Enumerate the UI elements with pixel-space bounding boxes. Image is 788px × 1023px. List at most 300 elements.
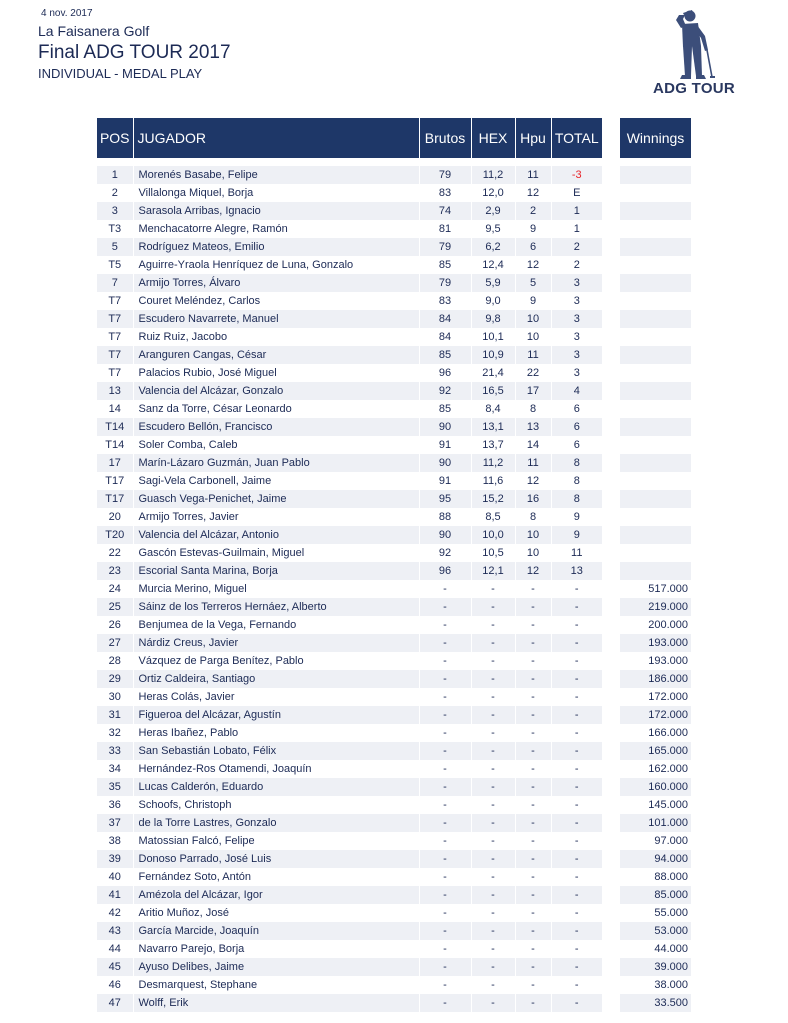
total-cell: -	[551, 832, 602, 850]
venue-name: La Faisanera Golf	[38, 23, 150, 39]
winnings-row	[620, 436, 691, 454]
total-cell: 8	[551, 472, 602, 490]
col-hex-header: HEX	[471, 118, 515, 158]
hpu-cell: 11	[515, 346, 551, 364]
gross-score-cell: 92	[419, 382, 471, 400]
total-cell: 3	[551, 274, 602, 292]
hex-cell: -	[471, 616, 515, 634]
gross-score-cell: 88	[419, 508, 471, 526]
table-row	[97, 202, 602, 220]
gross-score-cell: -	[419, 580, 471, 598]
total-cell: 8	[551, 454, 602, 472]
table-row	[97, 886, 602, 904]
pos-cell: T14	[97, 436, 133, 454]
player-name-cell: Benjumea de la Vega, Fernando	[133, 616, 419, 634]
hpu-cell: 11	[515, 166, 551, 184]
hpu-cell: 16	[515, 490, 551, 508]
total-cell: 6	[551, 436, 602, 454]
hex-cell: 9,8	[471, 310, 515, 328]
total-cell: -	[551, 688, 602, 706]
pos-cell: 3	[97, 202, 133, 220]
gross-score-cell: -	[419, 688, 471, 706]
player-name-cell: Donoso Parrado, José Luis	[133, 850, 419, 868]
player-name-cell: Heras Colás, Javier	[133, 688, 419, 706]
hpu-cell: 12	[515, 562, 551, 580]
winnings-row	[620, 418, 691, 436]
report-date: 4 nov. 2017	[41, 8, 93, 19]
total-cell: 3	[551, 328, 602, 346]
gross-score-cell: 79	[419, 166, 471, 184]
winnings-row	[620, 184, 691, 202]
adg-tour-logo	[652, 6, 736, 102]
col-total-header: TOTAL	[551, 118, 602, 158]
table-row	[97, 580, 602, 598]
player-name-cell: Escudero Bellón, Francisco	[133, 418, 419, 436]
winnings-row	[620, 994, 691, 1012]
logo-text: ADG TOUR	[652, 80, 736, 97]
table-row	[97, 670, 602, 688]
page-subtitle: INDIVIDUAL - MEDAL PLAY	[38, 66, 203, 81]
hpu-cell: 12	[515, 472, 551, 490]
winnings-row	[620, 904, 691, 922]
hpu-cell: -	[515, 976, 551, 994]
table-row	[97, 328, 602, 346]
player-name-cell: Desmarquest, Stephane	[133, 976, 419, 994]
winnings-cell: 172.000	[620, 688, 691, 706]
hpu-cell: 6	[515, 238, 551, 256]
table-row	[97, 868, 602, 886]
winnings-row	[620, 760, 691, 778]
gross-score-cell: -	[419, 652, 471, 670]
gross-score-cell: -	[419, 904, 471, 922]
total-cell: 2	[551, 238, 602, 256]
hex-cell: -	[471, 904, 515, 922]
hex-cell: -	[471, 868, 515, 886]
hex-cell: -	[471, 994, 515, 1012]
winnings-row	[620, 976, 691, 994]
total-cell: E	[551, 184, 602, 202]
hex-cell: 12,1	[471, 562, 515, 580]
winnings-row	[620, 256, 691, 274]
table-row	[97, 508, 602, 526]
col-player-header: JUGADOR	[133, 118, 419, 158]
pos-cell: T7	[97, 328, 133, 346]
winnings-row	[620, 922, 691, 940]
hpu-cell: -	[515, 850, 551, 868]
hpu-cell: -	[515, 688, 551, 706]
winnings-row	[620, 166, 691, 184]
player-name-cell: Marín-Lázaro Guzmán, Juan Pablo	[133, 454, 419, 472]
table-row	[97, 616, 602, 634]
pos-cell: 41	[97, 886, 133, 904]
winnings-cell: 186.000	[620, 670, 691, 688]
hex-cell: 11,2	[471, 166, 515, 184]
col-hpu-header: Hpu	[515, 118, 551, 158]
pos-cell: 46	[97, 976, 133, 994]
total-cell: 6	[551, 400, 602, 418]
table-row	[97, 382, 602, 400]
hex-cell: -	[471, 814, 515, 832]
gross-score-cell: -	[419, 940, 471, 958]
pos-cell: 44	[97, 940, 133, 958]
pos-cell: 36	[97, 796, 133, 814]
hpu-cell: -	[515, 652, 551, 670]
total-cell: 9	[551, 508, 602, 526]
table-row	[97, 364, 602, 382]
pos-cell: T7	[97, 364, 133, 382]
hex-cell: 13,7	[471, 436, 515, 454]
player-name-cell: Escorial Santa Marina, Borja	[133, 562, 419, 580]
player-name-cell: Valencia del Alcázar, Antonio	[133, 526, 419, 544]
table-row	[97, 652, 602, 670]
winnings-cell	[620, 400, 691, 418]
hex-cell: 13,1	[471, 418, 515, 436]
pos-cell: 17	[97, 454, 133, 472]
total-cell: 1	[551, 202, 602, 220]
hpu-cell: -	[515, 832, 551, 850]
player-name-cell: Sarasola Arribas, Ignacio	[133, 202, 419, 220]
table-row	[97, 238, 602, 256]
hpu-cell: -	[515, 778, 551, 796]
total-cell: 9	[551, 526, 602, 544]
winnings-cell	[620, 472, 691, 490]
hpu-cell: 11	[515, 454, 551, 472]
pos-cell: 45	[97, 958, 133, 976]
total-cell: 3	[551, 346, 602, 364]
table-row	[97, 454, 602, 472]
table-row	[97, 850, 602, 868]
table-row	[97, 490, 602, 508]
winnings-row	[620, 454, 691, 472]
total-cell: -	[551, 814, 602, 832]
total-cell: 8	[551, 490, 602, 508]
winnings-cell	[620, 454, 691, 472]
winnings-cell: 219.000	[620, 598, 691, 616]
table-row	[97, 994, 602, 1012]
winnings-row	[620, 634, 691, 652]
player-name-cell: Vázquez de Parga Benítez, Pablo	[133, 652, 419, 670]
table-row	[97, 526, 602, 544]
pos-cell: 20	[97, 508, 133, 526]
player-name-cell: Villalonga Miquel, Borja	[133, 184, 419, 202]
gross-score-cell: 79	[419, 238, 471, 256]
pos-cell: 39	[97, 850, 133, 868]
hpu-cell: 8	[515, 508, 551, 526]
player-name-cell: Armijo Torres, Javier	[133, 508, 419, 526]
table-row	[97, 544, 602, 562]
winnings-cell	[620, 184, 691, 202]
player-name-cell: Heras Ibañez, Pablo	[133, 724, 419, 742]
pos-cell: 2	[97, 184, 133, 202]
player-name-cell: Murcia Merino, Miguel	[133, 580, 419, 598]
golfer-silhouette-icon	[652, 6, 736, 80]
hex-cell: -	[471, 634, 515, 652]
player-name-cell: Palacios Rubio, José Miguel	[133, 364, 419, 382]
pos-cell: 40	[97, 868, 133, 886]
winnings-row	[620, 670, 691, 688]
hex-cell: -	[471, 706, 515, 724]
table-row	[97, 922, 602, 940]
winnings-cell: 517.000	[620, 580, 691, 598]
pos-cell: 47	[97, 994, 133, 1012]
total-cell: 11	[551, 544, 602, 562]
total-cell: 3	[551, 310, 602, 328]
pos-cell: 14	[97, 400, 133, 418]
hpu-cell: -	[515, 796, 551, 814]
pos-cell: 28	[97, 652, 133, 670]
table-row	[97, 706, 602, 724]
player-name-cell: de la Torre Lastres, Gonzalo	[133, 814, 419, 832]
winnings-row	[620, 544, 691, 562]
hpu-cell: 2	[515, 202, 551, 220]
winnings-cell	[620, 526, 691, 544]
hex-cell: 16,5	[471, 382, 515, 400]
results-table	[97, 118, 602, 1012]
winnings-row	[620, 832, 691, 850]
winnings-cell: 39.000	[620, 958, 691, 976]
gross-score-cell: 91	[419, 436, 471, 454]
table-row	[97, 310, 602, 328]
hex-cell: 8,4	[471, 400, 515, 418]
total-cell: -	[551, 634, 602, 652]
pos-cell: 27	[97, 634, 133, 652]
player-name-cell: San Sebastián Lobato, Félix	[133, 742, 419, 760]
winnings-row	[620, 868, 691, 886]
total-cell: -	[551, 580, 602, 598]
player-name-cell: Lucas Calderón, Eduardo	[133, 778, 419, 796]
winnings-row	[620, 778, 691, 796]
table-row	[97, 472, 602, 490]
player-name-cell: Valencia del Alcázar, Gonzalo	[133, 382, 419, 400]
hpu-cell: -	[515, 940, 551, 958]
winnings-cell: 172.000	[620, 706, 691, 724]
table-row	[97, 184, 602, 202]
hpu-cell: 10	[515, 310, 551, 328]
hex-cell: -	[471, 886, 515, 904]
pos-cell: 43	[97, 922, 133, 940]
winnings-row	[620, 508, 691, 526]
winnings-row	[620, 310, 691, 328]
total-cell: -	[551, 994, 602, 1012]
winnings-row	[620, 562, 691, 580]
hex-cell: -	[471, 580, 515, 598]
hex-cell: -	[471, 940, 515, 958]
pos-cell: 29	[97, 670, 133, 688]
total-cell: -3	[551, 166, 602, 184]
gross-score-cell: 83	[419, 184, 471, 202]
pos-cell: 13	[97, 382, 133, 400]
hex-cell: 5,9	[471, 274, 515, 292]
total-cell: 13	[551, 562, 602, 580]
winnings-cell	[620, 544, 691, 562]
hpu-cell: -	[515, 580, 551, 598]
winnings-cell	[620, 436, 691, 454]
winnings-row	[620, 526, 691, 544]
winnings-row	[620, 652, 691, 670]
pos-cell: T7	[97, 310, 133, 328]
player-name-cell: Escudero Navarrete, Manuel	[133, 310, 419, 328]
gross-score-cell: 85	[419, 256, 471, 274]
hpu-cell: 22	[515, 364, 551, 382]
winnings-cell	[620, 238, 691, 256]
hex-cell: -	[471, 670, 515, 688]
col-winnings-header: Winnings	[620, 118, 691, 158]
hex-cell: 12,4	[471, 256, 515, 274]
player-name-cell: Amézola del Alcázar, Igor	[133, 886, 419, 904]
pos-cell: 37	[97, 814, 133, 832]
hpu-cell: 12	[515, 184, 551, 202]
hpu-cell: -	[515, 994, 551, 1012]
winnings-cell	[620, 562, 691, 580]
gross-score-cell: 81	[419, 220, 471, 238]
pos-cell: 42	[97, 904, 133, 922]
gross-score-cell: -	[419, 724, 471, 742]
winnings-cell: 162.000	[620, 760, 691, 778]
total-cell: 3	[551, 364, 602, 382]
hex-cell: 8,5	[471, 508, 515, 526]
total-cell: -	[551, 760, 602, 778]
hpu-cell: 9	[515, 292, 551, 310]
winnings-cell	[620, 274, 691, 292]
hex-cell: -	[471, 688, 515, 706]
hpu-cell: -	[515, 814, 551, 832]
table-row	[97, 778, 602, 796]
pos-cell: 30	[97, 688, 133, 706]
pos-cell: T17	[97, 490, 133, 508]
winnings-row	[620, 202, 691, 220]
hpu-cell: -	[515, 904, 551, 922]
player-name-cell: Navarro Parejo, Borja	[133, 940, 419, 958]
winnings-cell	[620, 310, 691, 328]
winnings-row	[620, 220, 691, 238]
pos-cell: 23	[97, 562, 133, 580]
total-cell: -	[551, 598, 602, 616]
winnings-cell	[620, 346, 691, 364]
table-row	[97, 274, 602, 292]
winnings-cell: 44.000	[620, 940, 691, 958]
gross-score-cell: 95	[419, 490, 471, 508]
player-name-cell: Aritio Muñoz, José	[133, 904, 419, 922]
player-name-cell: Ruiz Ruiz, Jacobo	[133, 328, 419, 346]
hex-cell: 2,9	[471, 202, 515, 220]
table-row	[97, 688, 602, 706]
winnings-row	[620, 328, 691, 346]
total-cell: -	[551, 778, 602, 796]
winnings-row	[620, 958, 691, 976]
table-row	[97, 346, 602, 364]
total-cell: -	[551, 796, 602, 814]
total-cell: 4	[551, 382, 602, 400]
pos-cell: T17	[97, 472, 133, 490]
gross-score-cell: -	[419, 994, 471, 1012]
winnings-row	[620, 598, 691, 616]
total-cell: 1	[551, 220, 602, 238]
winnings-row	[620, 742, 691, 760]
hex-cell: 15,2	[471, 490, 515, 508]
hex-cell: -	[471, 796, 515, 814]
hpu-cell: -	[515, 742, 551, 760]
gross-score-cell: 90	[419, 526, 471, 544]
gross-score-cell: 84	[419, 328, 471, 346]
table-row	[97, 940, 602, 958]
hpu-cell: -	[515, 598, 551, 616]
gross-score-cell: -	[419, 796, 471, 814]
pos-cell: 35	[97, 778, 133, 796]
hpu-cell: 13	[515, 418, 551, 436]
results-body	[97, 166, 602, 1012]
winnings-cell	[620, 508, 691, 526]
total-cell: 3	[551, 292, 602, 310]
winnings-row	[620, 814, 691, 832]
table-row	[97, 742, 602, 760]
col-gross-header: Brutos	[419, 118, 471, 158]
winnings-row	[620, 580, 691, 598]
table-row	[97, 400, 602, 418]
player-name-cell: Menchacatorre Alegre, Ramón	[133, 220, 419, 238]
winnings-cell: 165.000	[620, 742, 691, 760]
hex-cell: -	[471, 976, 515, 994]
table-row	[97, 904, 602, 922]
total-cell: -	[551, 868, 602, 886]
hex-cell: -	[471, 760, 515, 778]
gross-score-cell: 85	[419, 400, 471, 418]
winnings-cell: 85.000	[620, 886, 691, 904]
hpu-cell: -	[515, 868, 551, 886]
hpu-cell: 10	[515, 328, 551, 346]
winnings-cell	[620, 328, 691, 346]
winnings-cell	[620, 220, 691, 238]
hex-cell: 10,5	[471, 544, 515, 562]
hex-cell: 12,0	[471, 184, 515, 202]
player-name-cell: Guasch Vega-Penichet, Jaime	[133, 490, 419, 508]
winnings-table	[620, 118, 691, 1012]
table-row	[97, 292, 602, 310]
winnings-cell: 193.000	[620, 634, 691, 652]
pos-cell: T7	[97, 292, 133, 310]
hpu-cell: 5	[515, 274, 551, 292]
winnings-row	[620, 724, 691, 742]
winnings-cell: 193.000	[620, 652, 691, 670]
total-cell: 2	[551, 256, 602, 274]
winnings-cell: 160.000	[620, 778, 691, 796]
hpu-cell: -	[515, 670, 551, 688]
hpu-cell: -	[515, 706, 551, 724]
table-row	[97, 598, 602, 616]
gross-score-cell: -	[419, 922, 471, 940]
gross-score-cell: 91	[419, 472, 471, 490]
winnings-row	[620, 706, 691, 724]
gross-score-cell: -	[419, 670, 471, 688]
results-header-row	[97, 118, 602, 158]
total-cell: -	[551, 724, 602, 742]
player-name-cell: Couret Meléndez, Carlos	[133, 292, 419, 310]
hpu-cell: -	[515, 922, 551, 940]
gross-score-cell: 92	[419, 544, 471, 562]
total-cell: -	[551, 850, 602, 868]
hpu-cell: 10	[515, 544, 551, 562]
hex-cell: -	[471, 598, 515, 616]
winnings-header-row	[620, 118, 691, 158]
pos-cell: 26	[97, 616, 133, 634]
table-row	[97, 814, 602, 832]
hpu-cell: -	[515, 634, 551, 652]
pos-cell: 1	[97, 166, 133, 184]
gross-score-cell: 90	[419, 418, 471, 436]
total-cell: -	[551, 976, 602, 994]
hex-cell: 9,0	[471, 292, 515, 310]
winnings-cell: 145.000	[620, 796, 691, 814]
hex-cell: 9,5	[471, 220, 515, 238]
